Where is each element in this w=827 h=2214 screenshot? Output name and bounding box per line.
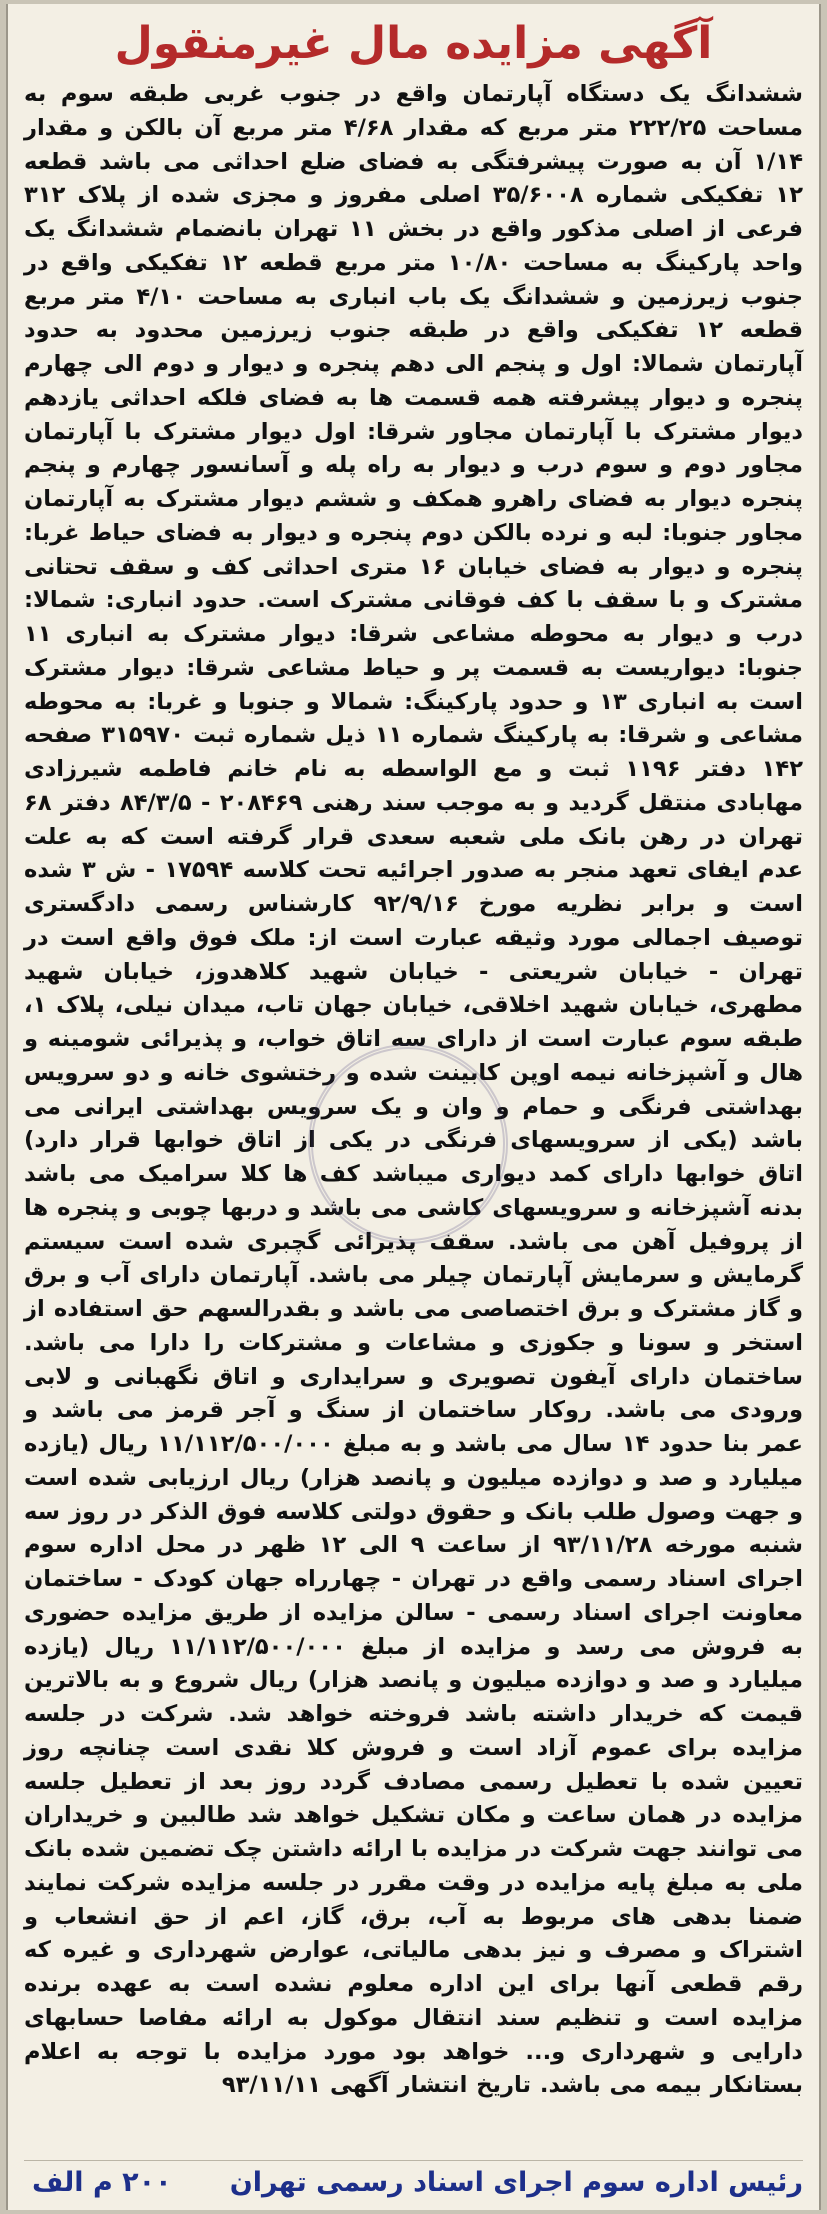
- newspaper-clipping: [6, 4, 821, 2210]
- notice-title: آگهی مزایده مال غیرمنقول: [114, 18, 713, 69]
- notice-body: ششدانگ یک دستگاه آپارتمان واقع در جنوب غربی طبقه سوم به مساحت ۲۲۲/۲۵ متر مربع که مقدار ۴/۶۸ متر مربع آن بالکن و مقدار ۱/۱۴ آن به صورت پیشرفتگی به فضای ضلع احداثی می باشد قطعه ۱۲ تفکیکی شماره ۳۵/۶۰۰۸ اصلی مفروز و مجزی شده از پلاک ۳۱۲ فرعی از اصلی مذکور واقع در بخش ۱۱ تهران بانضمام ششدانگ یک واحد پارکینگ به مساحت ۱۰/۸۰ متر مربع قطعه ۱۲ تفکیکی واقع در جنوب زیرزمین و ششدانگ یک باب انباری به مساحت ۴/۱۰ متر مربع قطعه ۱۲ تفکیکی واقع در طبقه جنوب زیرزمین محدود به حدود آپارتمان شمالا: اول و پنجم الی دهم پنجره و دیوار و دوم الی چهارم پنجره و دیوار پیشرفته همه قسمت ها به فضای فلکه احداثی یازدهم دیوار مشترک با آپارتمان مجاور شرقا: اول دیوار مشترک با آپارتمان مجاور دوم و سوم درب و دیوار به راه پله و آسانسور چهارم و پنجم پنجره دیوار به فضای راهرو همکف و ششم دیوار مشترک به آپارتمان مجاور جنوبا: لبه و نرده بالکن دوم پنجره و دیوار به فضای حیاط غربا: پنجره و دیوار به فضای خیابان ۱۶ متری احداثی کف و سقف تحتانی مشترک و با سقف با کف فوقانی مشترک است. حدود انباری: شمالا: درب و دیوار به محوطه مشاعی شرقا: دیوار مشترک به انباری ۱۱ جنوبا: دیواریست به قسمت پر و حیاط مشاعی شرقا: دیوار مشترک است به انباری ۱۳ و حدود پارکینگ: شمالا و جنوبا و غربا: به محوطه مشاعی و شرقا: به پارکینگ شماره ۱۱ ذیل شماره ثبت ۳۱۵۹۷۰ صفحه ۱۴۲ دفتر ۱۱۹۶ ثبت و مع الواسطه به نام خانم فاطمه شیرزادی مهابادی منتقل گردید و به موجب سند رهنی ۲۰۸۴۶۹ - ۸۴/۳/۵ دفتر ۶۸ تهران در رهن بانک ملی شعبه سعدی قرار گرفته است که به علت عدم ایفای تعهد منجر به صدور اجرائیه تحت کلاسه ۱۷۵۹۴ - ش ۳ شده است و برابر نظریه مورخ ۹۲/۹/۱۶ کارشناس رسمی دادگستری توصیف اجمالی مورد وثیقه عبارت است از: ملک فوق واقع است در تهران - خیابان شریعتی - خیابان شهید کلاهدوز، خیابان شهید مطهری، خیابان شهید اخلاقی، خیابان جهان تاب، میدان نیلی، پلاک ۱، طبقه سوم عبارت است از دارای سه اتاق خواب، و پذیرائی شومینه و هال و آشپزخانه نیمه اوپن کابینت شده و رختشوی خانه و دو سرویس بهداشتی فرنگی و حمام و وان و یک سرویس بهداشتی ایرانی می باشد (یکی از سرویسهای فرنگی در یکی از اتاق خوابها قرار دارد) اتاق خوابها دارای کمد دیواری میباشد کف ها کلا سرامیک می باشد بدنه آشپزخانه و سرویسهای کاشی می باشد و دربها چوبی و پنجره ها از پروفیل آهن می باشد. سقف پذیرائی گچبری شده است سیستم گرمایش و سرمایش آپارتمان چیلر می باشد. آپارتمان دارای آب و برق و گاز مشترک و برق اختصاصی می باشد و بقدرالسهم حق استفاده از استخر و سونا و جکوزی و مشاعات و مشترکات را دارا می باشد. ساختمان دارای آیفون تصویری و سرایداری و اتاق نگهبانی و لابی ورودی می باشد. روکار ساختمان از سنگ و آجر قرمز می باشد و عمر بنا حدود ۱۴ سال می باشد و به مبلغ ۱۱/۱۱۲/۵۰۰/۰۰۰ ریال (یازده میلیارد و صد و دوازده میلیون و پانصد هزار) ریال ارزیابی شده است و جهت وصول طلب بانک و حقوق دولتی کلاسه فوق الذکر در روز سه شنبه مورخه ۹۳/۱۱/۲۸ از ساعت ۹ الی ۱۲ ظهر در محل اداره سوم اجرای اسناد رسمی واقع در تهران - چهارراه جهان کودک - ساختمان معاونت اجرای اسناد رسمی - سالن مزایده از طریق مزایده حضوری به فروش می رسد و مزایده از مبلغ ۱۱/۱۱۲/۵۰۰/۰۰۰ ریال (یازده میلیارد و صد و دوازده میلیون و پانصد هزار) ریال شروع و به بالاترین قیمت که خریدار داشته باشد فروخته خواهد شد. شرکت در جلسه مزایده برای عموم آزاد است و فروش کلا نقدی است چنانچه روز تعیین شده با تعطیل رسمی مصادف گردد روز بعد از تعطیل جلسه مزایده در همان ساعت و مکان تشکیل خواهد شد طالبین و خریداران می توانند جهت شرکت در مزایده با ارائه داشتن چک تضمین شده بانک ملی به مبلغ پایه مزایده در وقت مقرر در جلسه مزایده شرکت نمایند ضمنا بدهی های مربوط به آب، برق، گاز، اعم از حق انشعاب و اشتراک و مصرف و نیز بدهی مالیاتی، عوارض شهرداری و غیره که رقم قطعی آنها برای این اداره معلوم نشده است به عهده برنده مزایده است و تنظیم سند انتقال موکول به ارائه مفاصا حسابهای دارایی و شهرداری و... خواهد بود مورد مزایده با توجه به اعلام بستانکار بیمه می باشد. تاریخ انتشار آگهی ۹۳/۱۱/۱۱: [24, 81, 804, 2099]
- notice-footer: [24, 2160, 803, 2198]
- notice-code: ۲۰۰ م الف: [32, 2167, 172, 2198]
- signature-line: رئیس اداره سوم اجرای اسناد رسمی تهران: [229, 2167, 803, 2198]
